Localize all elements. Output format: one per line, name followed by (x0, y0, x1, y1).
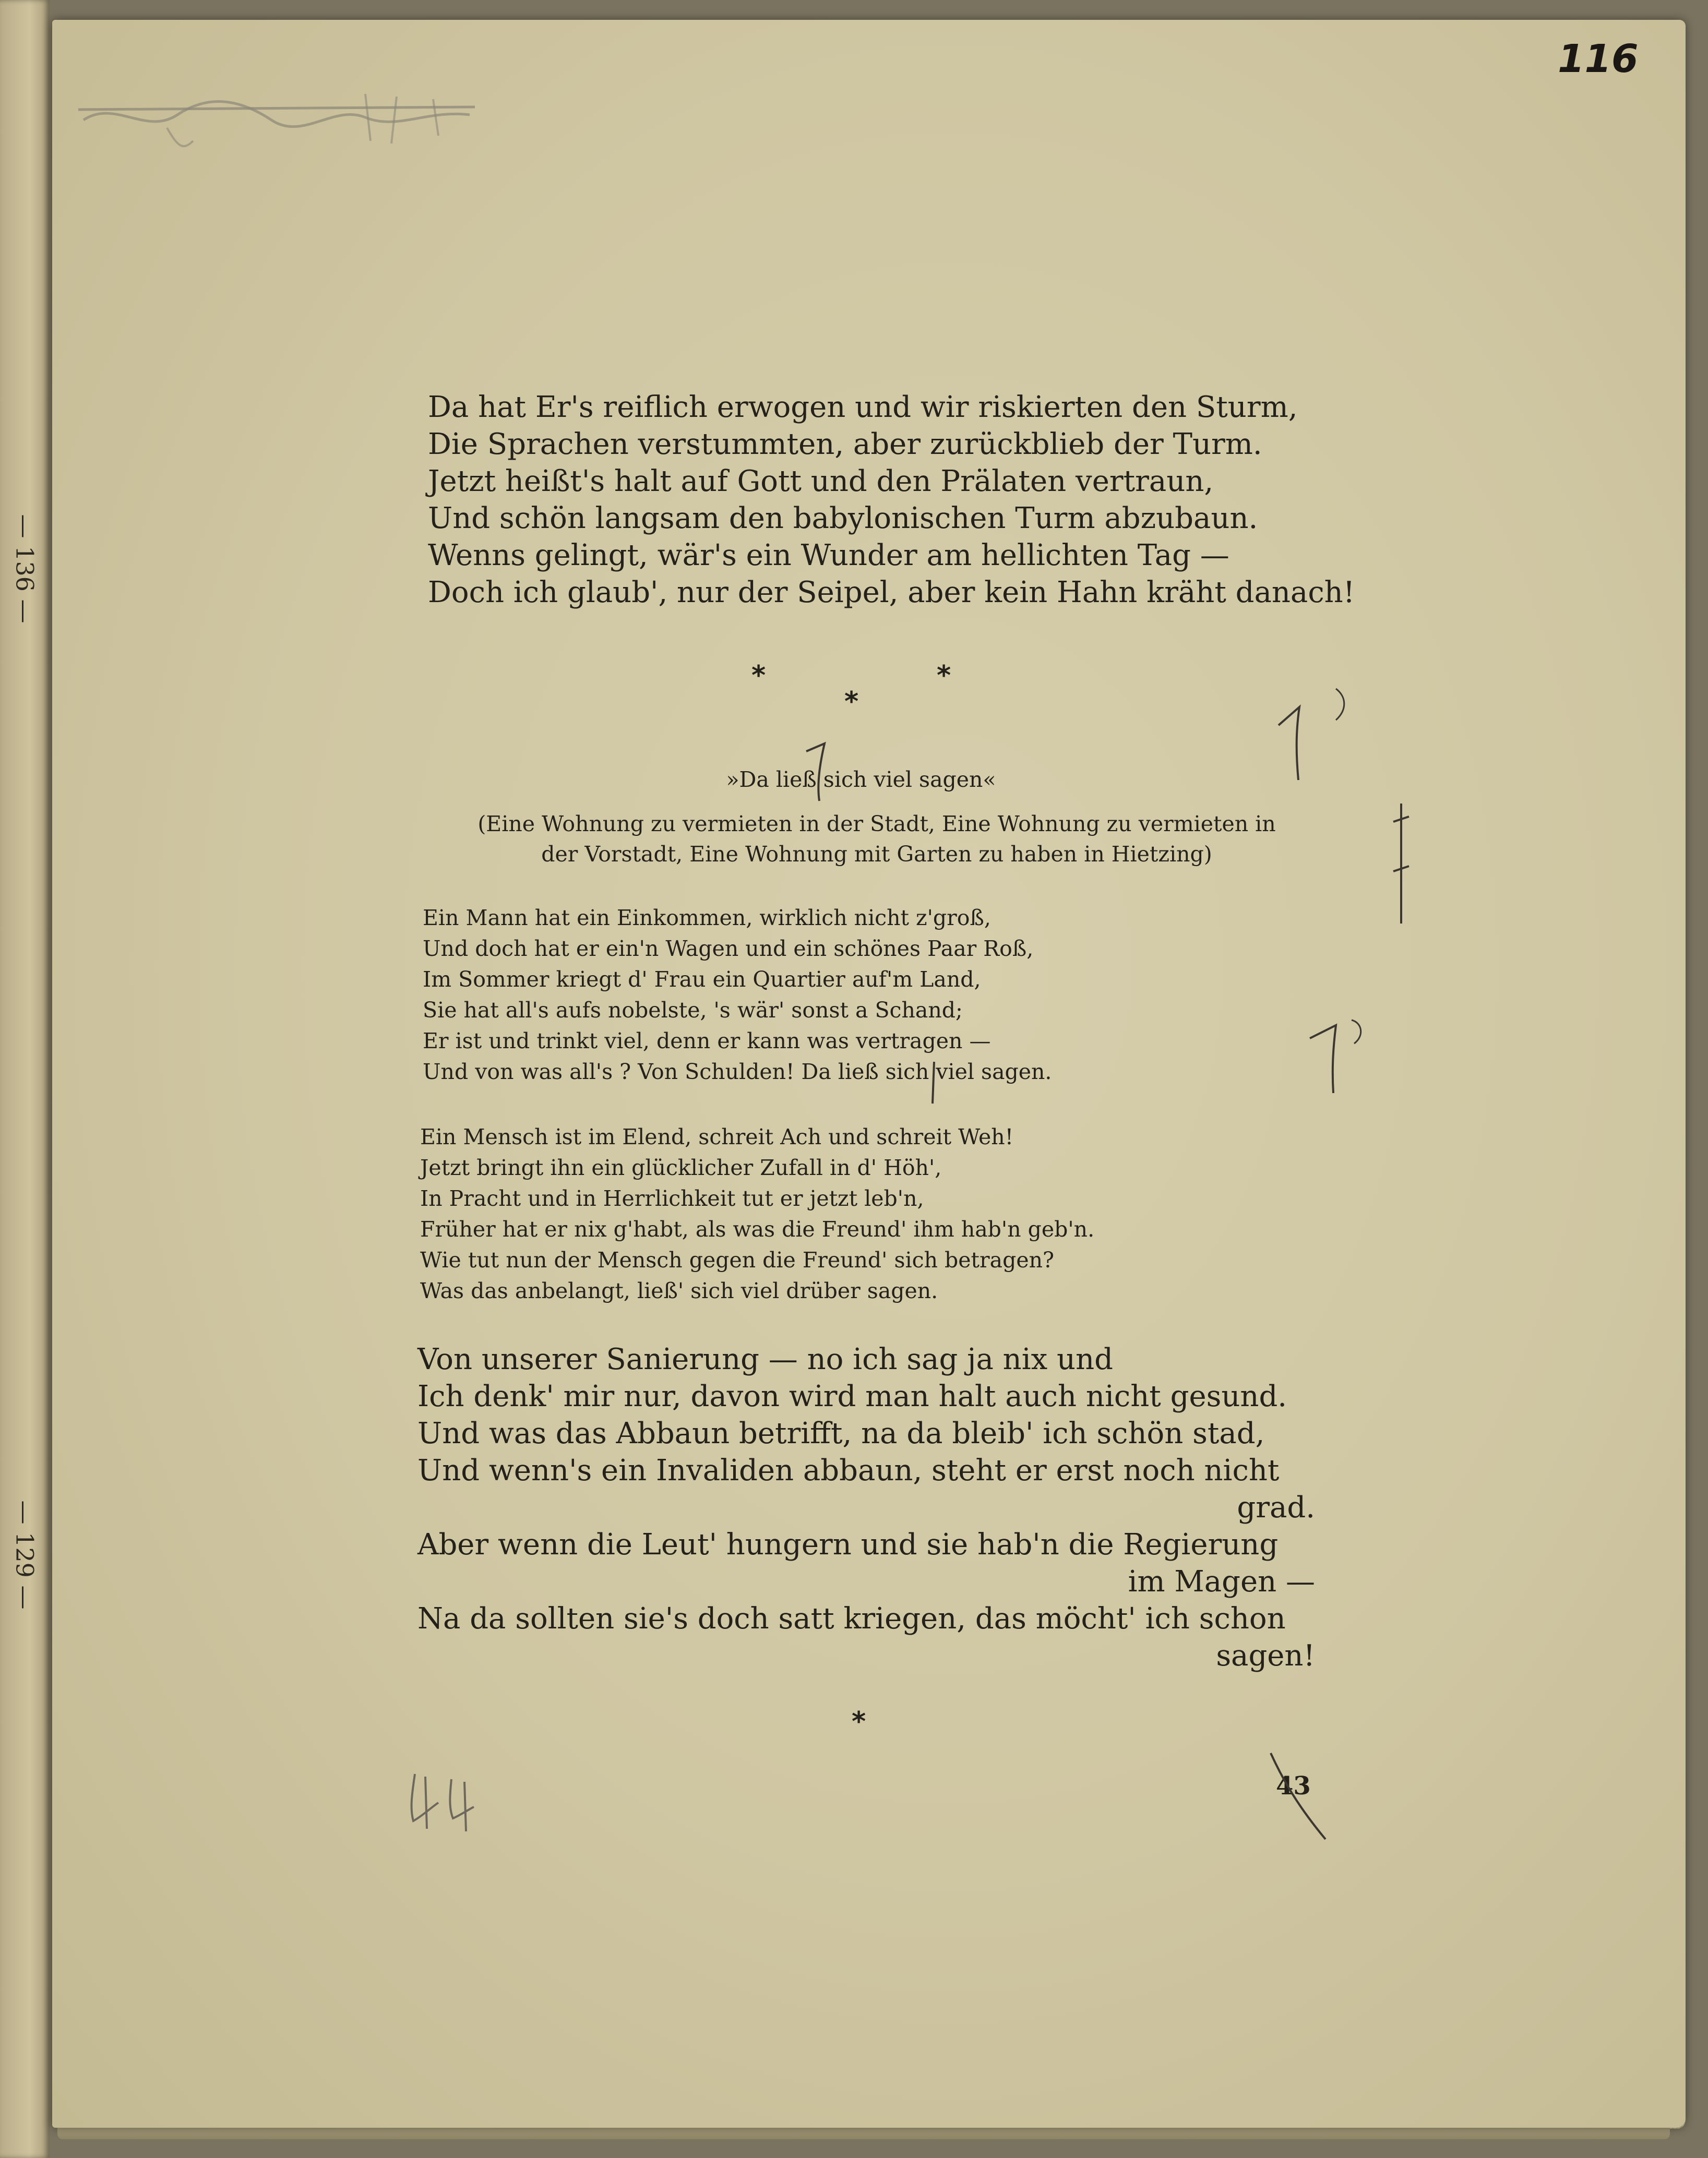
text-line: Die Sprachen verstummten, aber zurückblieb der Turm. (428, 427, 1262, 461)
wrapped-line-end: im Magen — (1128, 1565, 1315, 1599)
previous-page-edge (0, 0, 50, 2158)
text-line: Er ist und trinkt viel, denn er kann was vertragen — (423, 1028, 991, 1053)
stanza-1 (428, 389, 1355, 611)
section-subtitle (417, 809, 1336, 869)
text-line: Na da sollten sie's doch satt kriegen, das möcht' ich schon (417, 1602, 1286, 1636)
text-line: Was das anbelangt, ließ' sich viel drüber sagen. (420, 1278, 938, 1303)
pencil-note-74 (402, 1766, 485, 1834)
folio-number: 116 (1558, 37, 1639, 81)
text-line: Ich denk' mir nur, davon wird man halt auch nicht gesund. (417, 1380, 1287, 1413)
text-line: Im Sommer kriegt d' Frau ein Quartier auf'm Land, (423, 967, 981, 992)
text-line: Aber wenn die Leut' hungern und sie hab'n die Regierung (417, 1528, 1279, 1562)
text-line: Jetzt bringt ihn ein glücklicher Zufall in d' Höh', (420, 1155, 942, 1180)
section-title: »Da ließ sich viel sagen« (726, 767, 996, 792)
pencil-margin-mark (1305, 1015, 1372, 1098)
stanza-2 (423, 903, 1052, 1087)
separator-star: * (751, 660, 766, 691)
text-line: Und von was all's ? Von Schulden! Da ließ sich viel sagen. (423, 1059, 1052, 1084)
stanza-3 (420, 1122, 1094, 1306)
margin-label-upper: — 136 — (10, 514, 39, 624)
text-line: Früher hat er nix g'habt, als was die Freund' ihm hab'n geb'n. (420, 1217, 1095, 1242)
text-line: Von unserer Sanierung — no ich sag ja nix und (417, 1342, 1113, 1376)
stanza-4 (417, 1341, 1315, 1674)
pencil-bracket-mark (1385, 801, 1417, 926)
text-line: Jetzt heißt's halt auf Gott und den Prälaten vertraun, (428, 464, 1214, 498)
text-line: Und doch hat er ein'n Wagen und ein schönes Paar Roß, (423, 936, 1034, 961)
wrapped-line-end: grad. (1237, 1491, 1315, 1525)
subtitle-line: der Vorstadt, Eine Wohnung mit Garten zu haben in Hietzing) (541, 842, 1212, 867)
text-line: Und wenn's ein Invaliden abbaun, steht er erst noch nicht (417, 1454, 1280, 1488)
separator-star: * (844, 686, 859, 717)
text-line: Wie tut nun der Mensch gegen die Freund' sich betragen? (420, 1248, 1054, 1273)
pencil-slash-mark (1268, 1751, 1331, 1844)
wrapped-line-end: sagen! (1216, 1639, 1315, 1673)
page-number: 43 (1276, 1771, 1311, 1801)
pencil-margin-mark (1273, 684, 1357, 783)
closing-star: * (852, 1706, 866, 1737)
pencil-insert-mark (926, 1059, 942, 1106)
text-line: Und was das Abbaun betrifft, na da bleib' ich schön stad, (417, 1417, 1265, 1450)
text-line: Ein Mensch ist im Elend, schreit Ach und schreit Weh! (420, 1124, 1014, 1149)
separator-star: * (937, 660, 951, 691)
subtitle-line: (Eine Wohnung zu vermieten in der Stadt, Eine Wohnung zu vermieten in (477, 811, 1276, 836)
text-line: Da hat Er's reiflich erwogen und wir riskierten den Sturm, (428, 390, 1298, 424)
margin-label-lower: — 129 — (10, 1500, 39, 1610)
text-line: Ein Mann hat ein Einkommen, wirklich nicht z'groß, (423, 905, 991, 930)
text-line: Doch ich glaub', nur der Seipel, aber kein Hahn kräht danach! (428, 576, 1355, 609)
pencil-insert-mark (804, 741, 835, 804)
text-line: Sie hat all's aufs nobelste, 's wär' sonst a Schand; (423, 998, 963, 1023)
text-line: Wenns gelingt, wär's ein Wunder am hellichten Tag — (428, 538, 1229, 572)
text-line: Und schön langsam den babylonischen Turm abzubaun. (428, 501, 1258, 535)
crossed-out-pencil-note (73, 78, 480, 157)
text-line: In Pracht und in Herrlichkeit tut er jetzt leb'n, (420, 1186, 924, 1211)
